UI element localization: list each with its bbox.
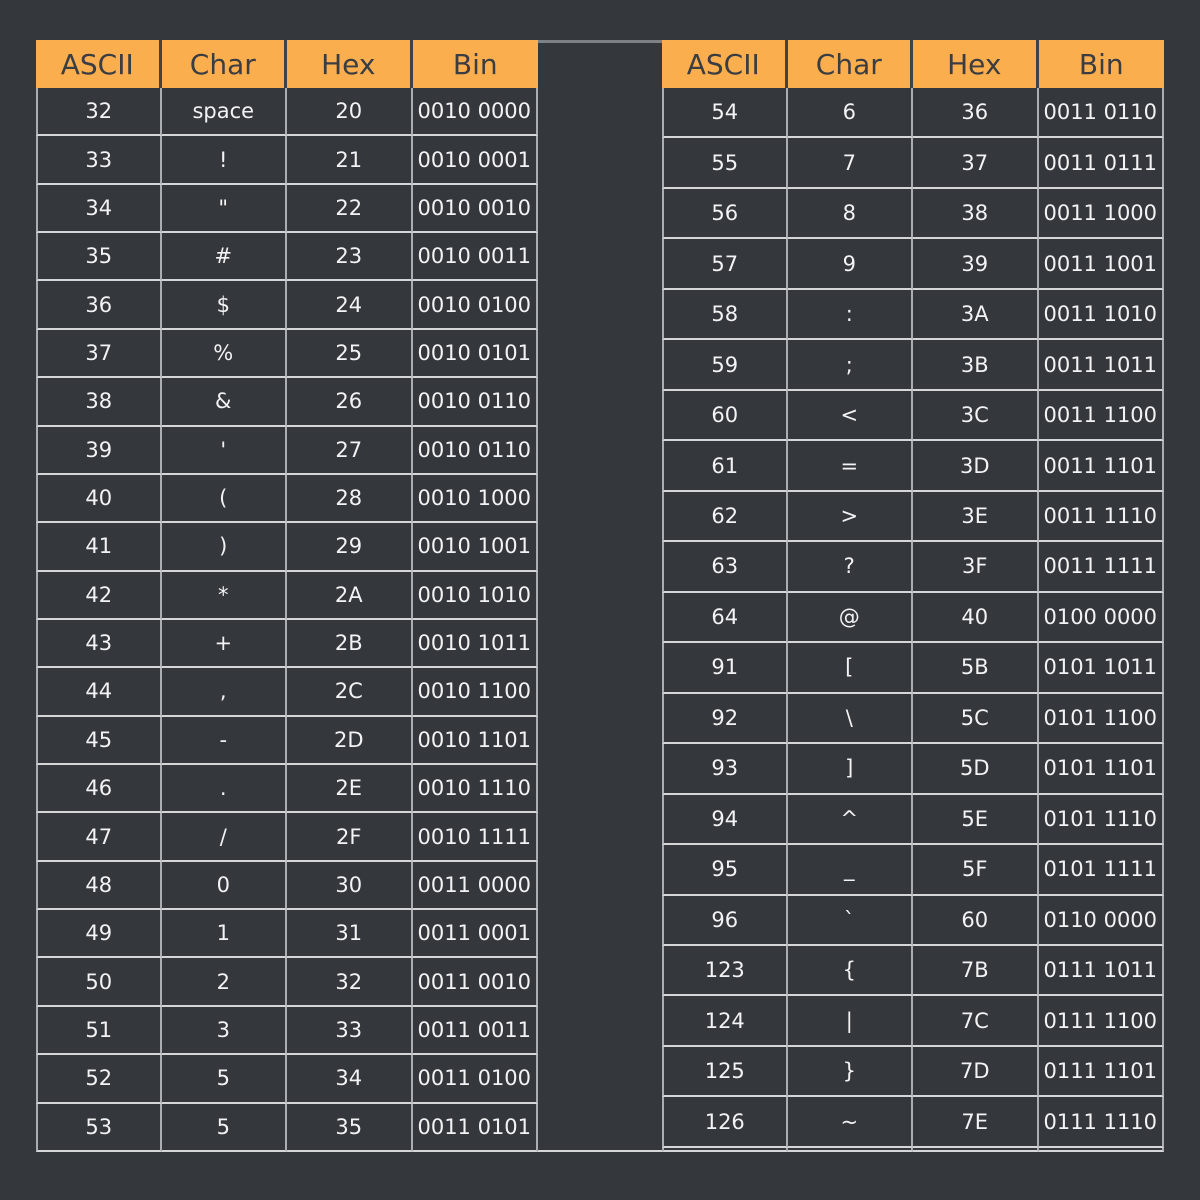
col-header-ascii: ASCII (36, 40, 162, 88)
table-row (36, 717, 538, 765)
cell-ascii: 35 (36, 233, 162, 281)
cell-char: ; (788, 340, 914, 390)
table-row (662, 391, 1164, 441)
cell-hex: 34 (287, 1055, 413, 1103)
table-header (36, 40, 538, 88)
cell-char: , (162, 668, 288, 716)
table-row (36, 910, 538, 958)
cell-char: = (788, 441, 914, 491)
table-row (36, 958, 538, 1006)
cell-char: : (788, 290, 914, 340)
cell-hex: 21 (287, 136, 413, 184)
table-row (36, 233, 538, 281)
cell-bin: 0011 0000 (413, 862, 539, 910)
cell-ascii: 38 (36, 378, 162, 426)
cell-hex: 31 (287, 910, 413, 958)
cell-ascii: 52 (36, 1055, 162, 1103)
cell-ascii: 33 (36, 136, 162, 184)
cell-char: < (788, 391, 914, 441)
col-header-ascii: ASCII (662, 40, 788, 88)
table-row (662, 138, 1164, 188)
cell-hex: 25 (287, 330, 413, 378)
cell-hex: 7E (913, 1097, 1039, 1147)
cell-char: ? (788, 542, 914, 592)
cell-hex: 60 (913, 896, 1039, 946)
table-row (36, 1055, 538, 1103)
cell-bin: 0011 1111 (1039, 542, 1165, 592)
cell-char: 9 (788, 239, 914, 289)
cell-char: } (788, 1047, 914, 1097)
col-header-char: Char (162, 40, 288, 88)
cell-ascii: 51 (36, 1007, 162, 1055)
cell-bin: 0111 1011 (1039, 946, 1165, 996)
cell-bin: 0011 1100 (1039, 391, 1165, 441)
cell-char: % (162, 330, 288, 378)
cell-char: ( (162, 475, 288, 523)
cell-char: * (162, 572, 288, 620)
cell-char: @ (788, 593, 914, 643)
cell-bin: 0110 0000 (1039, 896, 1165, 946)
cell-hex: 32 (287, 958, 413, 1006)
cell-char: 5 (162, 1104, 288, 1152)
table-row (36, 136, 538, 184)
cell-char: 1 (162, 910, 288, 958)
cell-ascii: 126 (662, 1097, 788, 1147)
cell-hex: 3B (913, 340, 1039, 390)
table-row (662, 239, 1164, 289)
cell-hex: 23 (287, 233, 413, 281)
cell-bin: 0010 1100 (413, 668, 539, 716)
cell-hex: 20 (287, 88, 413, 136)
cell-hex: 39 (913, 239, 1039, 289)
table-row (662, 189, 1164, 239)
cell-hex: 2A (287, 572, 413, 620)
cell-bin: 0010 0011 (413, 233, 539, 281)
cell-ascii: 58 (662, 290, 788, 340)
cell-char: 7 (788, 138, 914, 188)
table-row (36, 185, 538, 233)
cell-bin: 0010 0001 (413, 136, 539, 184)
table-row (662, 88, 1164, 138)
cell-bin: 0010 0110 (413, 378, 539, 426)
cell-bin: 0111 1101 (1039, 1047, 1165, 1097)
table-row (36, 378, 538, 426)
cell-bin: 0010 1001 (413, 523, 539, 571)
cell-hex: 2C (287, 668, 413, 716)
cell-ascii: 57 (662, 239, 788, 289)
cell-bin: 0010 1010 (413, 572, 539, 620)
table-row (36, 475, 538, 523)
cell-bin: 0011 0001 (413, 910, 539, 958)
table-row (36, 1104, 538, 1152)
table-row (662, 795, 1164, 845)
ascii-reference (36, 40, 1164, 1152)
cell-hex (913, 1148, 1039, 1152)
cell-bin: 0010 1110 (413, 765, 539, 813)
table-row (662, 1047, 1164, 1097)
table-row (662, 441, 1164, 491)
cell-char: [ (788, 643, 914, 693)
cell-bin: 0010 0110 (413, 427, 539, 475)
cell-char: { (788, 946, 914, 996)
cell-bin: 0101 1101 (1039, 744, 1165, 794)
cell-bin: 0100 0000 (1039, 593, 1165, 643)
cell-ascii: 37 (36, 330, 162, 378)
cell-hex: 37 (913, 138, 1039, 188)
table-row (36, 1007, 538, 1055)
cell-char: space (162, 88, 288, 136)
cell-hex: 3A (913, 290, 1039, 340)
cell-ascii: 55 (662, 138, 788, 188)
cell-ascii: 46 (36, 765, 162, 813)
cell-ascii: 123 (662, 946, 788, 996)
header-row (36, 40, 538, 88)
cell-bin: 0101 1011 (1039, 643, 1165, 693)
cell-bin: 0101 1100 (1039, 694, 1165, 744)
cell-bin: 0111 1110 (1039, 1097, 1165, 1147)
table-header (662, 40, 1164, 88)
cell-ascii: 92 (662, 694, 788, 744)
cell-bin: 0010 0101 (413, 330, 539, 378)
table-row (662, 542, 1164, 592)
table-row (662, 946, 1164, 996)
header-row (662, 40, 1164, 88)
col-header-char: Char (788, 40, 914, 88)
cell-bin: 0010 1101 (413, 717, 539, 765)
cell-char: 0 (162, 862, 288, 910)
cell-ascii: 54 (662, 88, 788, 138)
table-row (662, 1148, 1164, 1152)
cell-hex: 2E (287, 765, 413, 813)
cell-ascii: 63 (662, 542, 788, 592)
cell-hex: 5B (913, 643, 1039, 693)
cell-bin: 0011 0110 (1039, 88, 1165, 138)
cell-ascii: 48 (36, 862, 162, 910)
col-header-hex: Hex (287, 40, 413, 88)
cell-ascii: 64 (662, 593, 788, 643)
cell-char: + (162, 620, 288, 668)
cell-bin: 0011 0011 (413, 1007, 539, 1055)
table-row (662, 593, 1164, 643)
cell-ascii: 50 (36, 958, 162, 1006)
cell-hex: 2B (287, 620, 413, 668)
cell-bin: 0011 1010 (1039, 290, 1165, 340)
cell-bin: 0111 1100 (1039, 996, 1165, 1046)
cell-hex: 2D (287, 717, 413, 765)
cell-ascii: 60 (662, 391, 788, 441)
cell-hex: 27 (287, 427, 413, 475)
cell-hex: 22 (287, 185, 413, 233)
cell-char (788, 1148, 914, 1152)
cell-char: 8 (788, 189, 914, 239)
cell-hex: 36 (913, 88, 1039, 138)
cell-ascii: 96 (662, 896, 788, 946)
cell-ascii: 53 (36, 1104, 162, 1152)
cell-hex: 3E (913, 492, 1039, 542)
cell-bin (1039, 1148, 1165, 1152)
col-header-bin: Bin (413, 40, 539, 88)
cell-char: ! (162, 136, 288, 184)
cell-char: - (162, 717, 288, 765)
cell-ascii: 41 (36, 523, 162, 571)
cell-char: \ (788, 694, 914, 744)
table-row (662, 492, 1164, 542)
cell-ascii: 40 (36, 475, 162, 523)
table-row (36, 765, 538, 813)
table-row (36, 330, 538, 378)
table-row (662, 896, 1164, 946)
cell-bin: 0101 1111 (1039, 845, 1165, 895)
table-body (662, 88, 1164, 1152)
cell-hex: 2F (287, 813, 413, 861)
cell-hex: 30 (287, 862, 413, 910)
table-row (36, 668, 538, 716)
table-row (36, 88, 538, 136)
cell-hex: 5D (913, 744, 1039, 794)
cell-hex: 3C (913, 391, 1039, 441)
cell-bin: 0011 1000 (1039, 189, 1165, 239)
cell-bin: 0011 0100 (413, 1055, 539, 1103)
cell-ascii: 94 (662, 795, 788, 845)
cell-char: ` (788, 896, 914, 946)
cell-ascii: 62 (662, 492, 788, 542)
cell-char: 3 (162, 1007, 288, 1055)
table-row (36, 281, 538, 329)
cell-ascii: 59 (662, 340, 788, 390)
cell-hex: 24 (287, 281, 413, 329)
cell-hex: 28 (287, 475, 413, 523)
cell-hex: 5F (913, 845, 1039, 895)
cell-char: 6 (788, 88, 914, 138)
cell-ascii: 44 (36, 668, 162, 716)
cell-char: ^ (788, 795, 914, 845)
cell-hex: 3F (913, 542, 1039, 592)
cell-hex: 7B (913, 946, 1039, 996)
cell-char: # (162, 233, 288, 281)
cell-bin: 0010 0100 (413, 281, 539, 329)
ascii-table-right (662, 40, 1164, 1152)
cell-bin: 0011 1110 (1039, 492, 1165, 542)
table-gap (538, 40, 662, 1152)
cell-ascii: 124 (662, 996, 788, 1046)
cell-ascii: 93 (662, 744, 788, 794)
col-header-hex: Hex (913, 40, 1039, 88)
table-body (36, 88, 538, 1152)
cell-bin: 0011 1001 (1039, 239, 1165, 289)
cell-bin: 0010 1011 (413, 620, 539, 668)
cell-bin: 0011 1101 (1039, 441, 1165, 491)
cell-bin: 0010 1000 (413, 475, 539, 523)
cell-char: $ (162, 281, 288, 329)
cell-ascii: 39 (36, 427, 162, 475)
cell-ascii: 32 (36, 88, 162, 136)
cell-ascii: 42 (36, 572, 162, 620)
cell-char: ) (162, 523, 288, 571)
cell-hex: 33 (287, 1007, 413, 1055)
cell-char: . (162, 765, 288, 813)
cell-hex: 7C (913, 996, 1039, 1046)
table-row (662, 340, 1164, 390)
cell-bin: 0011 0101 (413, 1104, 539, 1152)
cell-bin: 0011 0010 (413, 958, 539, 1006)
table-row (662, 1097, 1164, 1147)
cell-char: _ (788, 845, 914, 895)
cell-char: ] (788, 744, 914, 794)
table-row (36, 620, 538, 668)
cell-ascii: 43 (36, 620, 162, 668)
cell-ascii: 56 (662, 189, 788, 239)
cell-bin: 0010 1111 (413, 813, 539, 861)
cell-ascii: 34 (36, 185, 162, 233)
table-row (662, 290, 1164, 340)
cell-ascii: 91 (662, 643, 788, 693)
ascii-table-left (36, 40, 538, 1152)
cell-ascii: 45 (36, 717, 162, 765)
cell-bin: 0011 1011 (1039, 340, 1165, 390)
cell-ascii (662, 1148, 788, 1152)
cell-hex: 7D (913, 1047, 1039, 1097)
table-row (662, 694, 1164, 744)
cell-char: / (162, 813, 288, 861)
cell-ascii: 47 (36, 813, 162, 861)
cell-bin: 0010 0000 (413, 88, 539, 136)
cell-hex: 35 (287, 1104, 413, 1152)
cell-char: 2 (162, 958, 288, 1006)
cell-char: ' (162, 427, 288, 475)
cell-hex: 29 (287, 523, 413, 571)
cell-hex: 3D (913, 441, 1039, 491)
col-header-bin: Bin (1039, 40, 1165, 88)
table-row (36, 862, 538, 910)
table-row (662, 643, 1164, 693)
cell-char: 5 (162, 1055, 288, 1103)
cell-char: | (788, 996, 914, 1046)
cell-ascii: 125 (662, 1047, 788, 1097)
cell-ascii: 95 (662, 845, 788, 895)
cell-hex: 5C (913, 694, 1039, 744)
cell-hex: 26 (287, 378, 413, 426)
cell-char: " (162, 185, 288, 233)
cell-bin: 0101 1110 (1039, 795, 1165, 845)
cell-bin: 0010 0010 (413, 185, 539, 233)
cell-char: > (788, 492, 914, 542)
table-row (36, 813, 538, 861)
cell-ascii: 36 (36, 281, 162, 329)
table-row (662, 996, 1164, 1046)
cell-char: ~ (788, 1097, 914, 1147)
cell-hex: 38 (913, 189, 1039, 239)
table-row (662, 744, 1164, 794)
cell-hex: 40 (913, 593, 1039, 643)
table-row (36, 523, 538, 571)
table-row (36, 427, 538, 475)
cell-bin: 0011 0111 (1039, 138, 1165, 188)
table-row (36, 572, 538, 620)
cell-ascii: 61 (662, 441, 788, 491)
cell-hex: 5E (913, 795, 1039, 845)
cell-ascii: 49 (36, 910, 162, 958)
cell-char: & (162, 378, 288, 426)
table-row (662, 845, 1164, 895)
